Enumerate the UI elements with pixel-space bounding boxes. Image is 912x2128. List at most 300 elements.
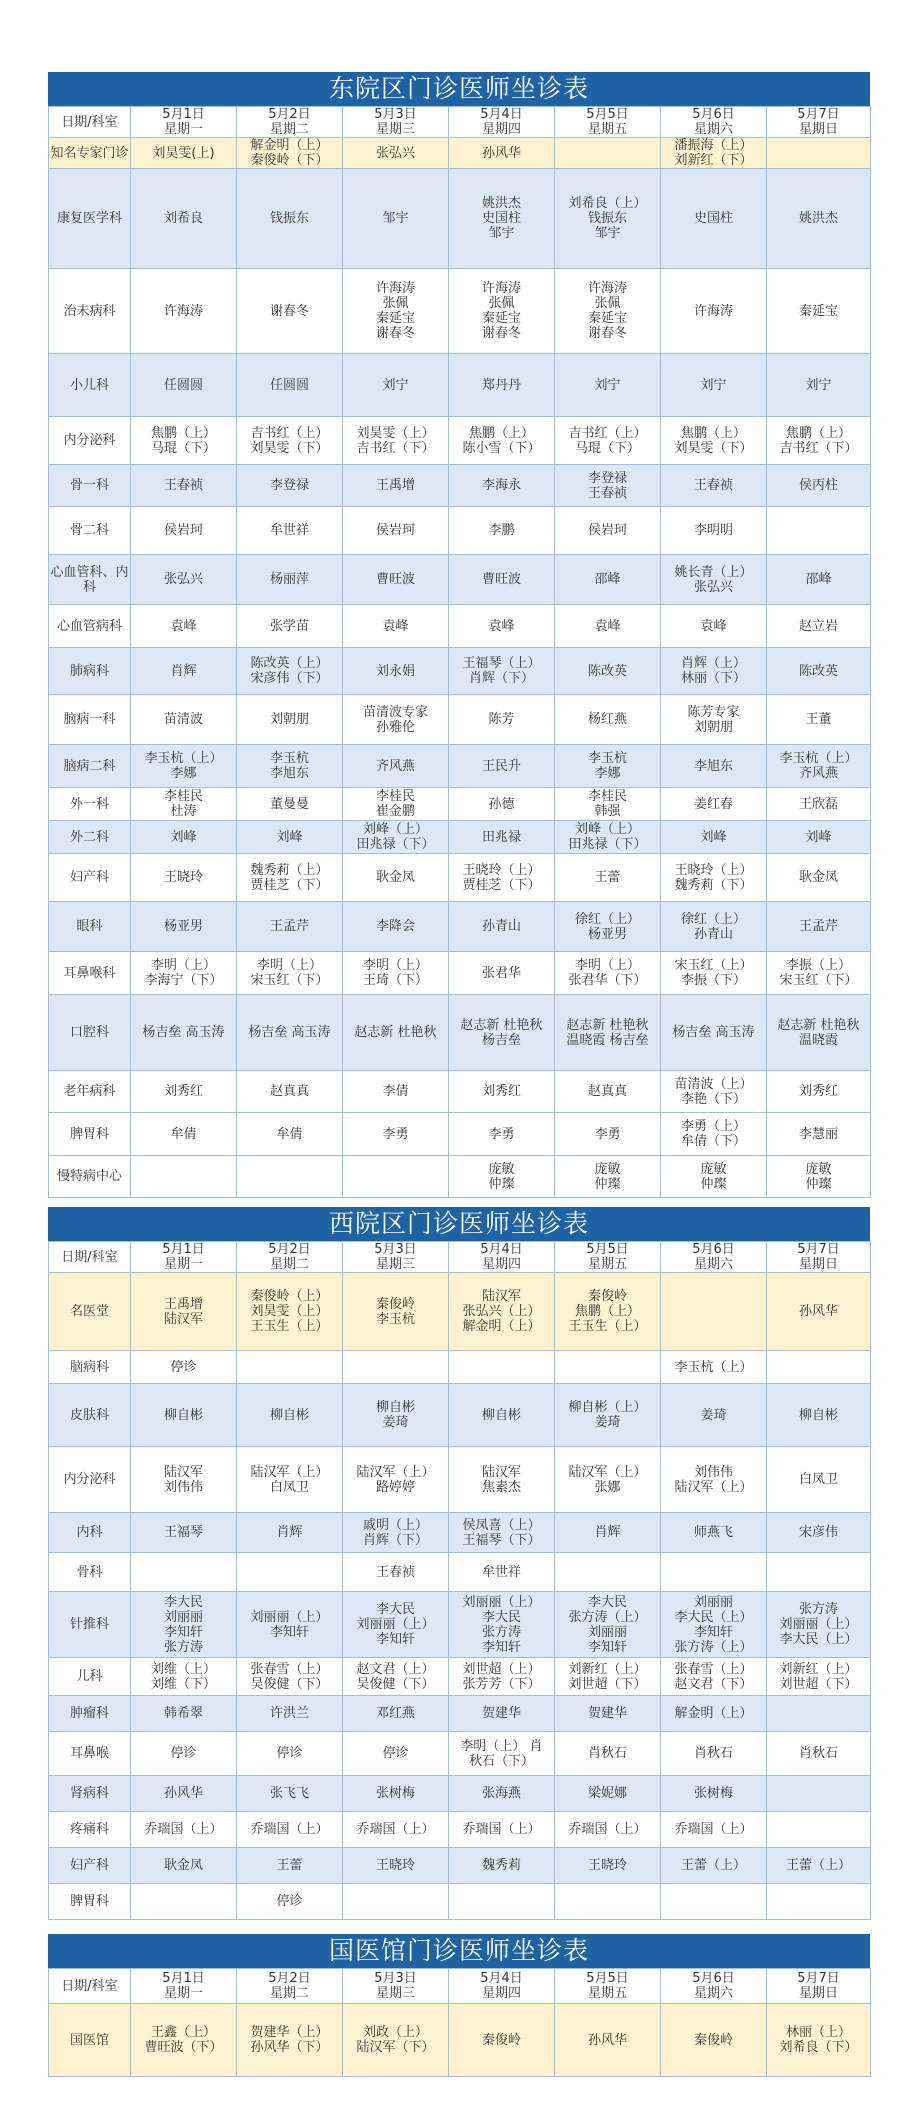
- schedule-cell: 姚长青（上） 张弘兴: [661, 555, 767, 605]
- schedule-cell: 孙风华: [131, 1776, 237, 1812]
- schedule-cell: 杨吉垒 高玉涛: [131, 995, 237, 1071]
- schedule-cell: 李桂民 韩强: [555, 788, 661, 821]
- schedule-cell: 李降会: [343, 902, 449, 952]
- date-header: [767, 1242, 871, 1273]
- schedule-cell: 柳自彬（上） 姜琦: [555, 1384, 661, 1447]
- schedule-cell: 姚洪杰 史国柱 邹宇: [449, 169, 555, 269]
- schedule-cell: 杨红燕: [555, 695, 661, 745]
- header-row: [49, 1969, 871, 2004]
- schedule-cell: 刘宁: [767, 354, 871, 417]
- schedule-cell: 王孟芹: [767, 902, 871, 952]
- dept-name: 脾胃科: [49, 1884, 131, 1920]
- schedule-cell: 姜红春: [661, 788, 767, 821]
- schedule-cell: 任圆圆: [237, 354, 343, 417]
- schedule-cell: 李勇: [449, 1113, 555, 1156]
- table-row: [49, 1513, 871, 1553]
- schedule-cell: 曹旺波: [449, 555, 555, 605]
- schedule-cell: 徐红（上） 杨亚男: [555, 902, 661, 952]
- date-header: [661, 1969, 767, 2004]
- schedule-cell: 柳自彬: [237, 1384, 343, 1447]
- dept-name: 肾病科: [49, 1776, 131, 1812]
- schedule-cell: 柳自彬 姜琦: [343, 1384, 449, 1447]
- schedule-cell: 肖辉（上） 林丽（下）: [661, 648, 767, 695]
- schedule-cell: 焦鹏（上） 马琨（下）: [131, 417, 237, 465]
- table-row: [49, 854, 871, 902]
- section-title: 西院区门诊医师坐诊表: [48, 1207, 870, 1241]
- schedule-cell: 李振（上） 宋玉红（下）: [767, 952, 871, 995]
- schedule-cell: 解金明（上）: [661, 1696, 767, 1732]
- schedule-cell: 李玉杭 李娜: [555, 745, 661, 788]
- schedule-cell: 邹宇: [343, 169, 449, 269]
- schedule-cell: 乔瑞国（上）: [661, 1812, 767, 1848]
- schedule-cell: 秦俊岭 李玉杭: [343, 1273, 449, 1351]
- table-row: [49, 1113, 871, 1156]
- schedule-cell: 牟世祥: [237, 507, 343, 555]
- schedule-cell: [661, 1553, 767, 1592]
- schedule-cell: 徐红（上） 孙青山: [661, 902, 767, 952]
- schedule-cell: 刘维（上） 刘维（下）: [131, 1658, 237, 1696]
- date-header: [131, 107, 237, 138]
- schedule-cell: 陆汉军（上） 张娜: [555, 1447, 661, 1513]
- schedule-cell: 李海永: [449, 465, 555, 507]
- schedule-cell: 肖秋石: [555, 1732, 661, 1776]
- dept-name: 外二科: [49, 821, 131, 854]
- schedule-cell: 许洪兰: [237, 1696, 343, 1732]
- weekday-label: 星期四: [481, 122, 521, 137]
- schedule-cell: 林丽（上） 刘希良（下）: [767, 2004, 871, 2077]
- schedule-cell: 李明（上） 宋玉红（下）: [237, 952, 343, 995]
- schedule-cell: 邵峰: [767, 555, 871, 605]
- schedule-cell: 刘朝朋: [237, 695, 343, 745]
- date-header: [343, 107, 449, 138]
- schedule-cell: 苗清波: [131, 695, 237, 745]
- schedule-cell: 刘政（上） 陆汉军（下）: [343, 2004, 449, 2077]
- dept-name: 耳鼻喉科: [49, 952, 131, 995]
- schedule-cell: 陆汉军（上） 路婷婷: [343, 1447, 449, 1513]
- schedule-cell: 刘峰: [131, 821, 237, 854]
- schedule-cell: 刘希良: [131, 169, 237, 269]
- schedule-cell: 史国柱: [661, 169, 767, 269]
- date-header: [131, 1242, 237, 1273]
- schedule-cell: 秦延宝: [767, 269, 871, 354]
- date-label: 5月7日: [797, 1971, 840, 1986]
- schedule-cell: 王欣磊: [767, 788, 871, 821]
- schedule-cell: 王民升: [449, 745, 555, 788]
- date-label: 5月2日: [268, 1971, 311, 1986]
- schedule-cell: 杨亚男: [131, 902, 237, 952]
- table-row: [49, 1592, 871, 1658]
- schedule-cell: 刘伟伟 陆汉军（上）: [661, 1447, 767, 1513]
- schedule-cell: 肖辉: [237, 1513, 343, 1553]
- weekday-label: 星期三: [375, 1257, 415, 1272]
- schedule-cell: 柳自彬: [767, 1384, 871, 1447]
- schedule-cell: 乔瑞国（上）: [555, 1812, 661, 1848]
- date-header: [449, 1969, 555, 2004]
- dept-name: 妇产科: [49, 854, 131, 902]
- schedule-cell: [555, 1553, 661, 1592]
- schedule-cell: 刘昊雯（上） 吉书红（下）: [343, 417, 449, 465]
- schedule-cell: 王福琴（上） 肖辉（下）: [449, 648, 555, 695]
- header-row: [49, 107, 871, 138]
- date-header: [237, 107, 343, 138]
- schedule-table: [48, 106, 871, 1198]
- schedule-cell: 曹旺波: [343, 555, 449, 605]
- date-label: 5月3日: [374, 1971, 417, 1986]
- schedule-cell: [237, 1156, 343, 1198]
- schedule-cell: 魏秀莉（上） 贾桂芝（下）: [237, 854, 343, 902]
- date-header: [555, 1242, 661, 1273]
- schedule-cell: 耿金凤: [131, 1848, 237, 1884]
- schedule-cell: 杨吉垒 高玉涛: [237, 995, 343, 1071]
- schedule-cell: 姜琦: [661, 1384, 767, 1447]
- table-row: [49, 354, 871, 417]
- schedule-cell: 庞敏 仲璨: [555, 1156, 661, 1198]
- table-row: [49, 788, 871, 821]
- schedule-cell: 王春祯: [661, 465, 767, 507]
- schedule-cell: [449, 1351, 555, 1384]
- schedule-cell: [343, 1351, 449, 1384]
- schedule-cell: 陈芳专家 刘朝朋: [661, 695, 767, 745]
- date-header: [237, 1242, 343, 1273]
- schedule-cell: 孙青山: [449, 902, 555, 952]
- schedule-cell: 刘丽丽（上） 李知轩: [237, 1592, 343, 1658]
- schedule-cell: 李勇: [555, 1113, 661, 1156]
- schedule-cell: 耿金凤: [343, 854, 449, 902]
- schedule-cell: 刘峰: [661, 821, 767, 854]
- weekday-label: 星期六: [693, 1257, 733, 1272]
- schedule-cell: 牟倩: [131, 1113, 237, 1156]
- weekday-label: 星期日: [798, 1986, 838, 2001]
- schedule-cell: 陈改英（上） 宋彦伟（下）: [237, 648, 343, 695]
- weekday-label: 星期日: [798, 1257, 838, 1272]
- schedule-cell: 刘峰（上） 田兆禄（下）: [555, 821, 661, 854]
- table-row: [49, 745, 871, 788]
- schedule-cell: 侯岩珂: [555, 507, 661, 555]
- dept-name: 骨二科: [49, 507, 131, 555]
- table-row: [49, 648, 871, 695]
- schedule-cell: [237, 1351, 343, 1384]
- schedule-cell: 张春雪（上） 赵文君（下）: [661, 1658, 767, 1696]
- schedule-cell: 柳自彬: [131, 1384, 237, 1447]
- schedule-cell: 苗清波（上） 李艳（下）: [661, 1071, 767, 1113]
- schedule-cell: 李明（上） 李海宁（下）: [131, 952, 237, 995]
- schedule-cell: 刘秀红: [449, 1071, 555, 1113]
- schedule-cell: 牟世祥: [449, 1553, 555, 1592]
- table-row: [49, 1156, 871, 1198]
- weekday-label: 星期二: [269, 122, 309, 137]
- schedule-cell: 张学苗: [237, 605, 343, 648]
- schedule-cell: [343, 1156, 449, 1198]
- dept-name: 老年病科: [49, 1071, 131, 1113]
- date-label: 5月4日: [480, 107, 523, 122]
- schedule-cell: 赵志新 杜艳秋: [343, 995, 449, 1071]
- schedule-cell: 许海涛: [131, 269, 237, 354]
- schedule-cell: [131, 1884, 237, 1920]
- table-row: [49, 952, 871, 995]
- schedule-cell: 赵志新 杜艳秋 温晓霞 杨吉垒: [555, 995, 661, 1071]
- schedule-cell: 刘丽丽（上） 李大民 张方涛 李知轩: [449, 1592, 555, 1658]
- schedule-cell: 乔瑞国（上）: [237, 1812, 343, 1848]
- dept-name: 治未病科: [49, 269, 131, 354]
- schedule-cell: 李慧丽: [767, 1113, 871, 1156]
- schedule-cell: 刘秀红: [767, 1071, 871, 1113]
- schedule-cell: 王蕾（上）: [767, 1848, 871, 1884]
- schedule-cell: 肖辉: [555, 1513, 661, 1553]
- schedule-cell: 柳自彬: [449, 1384, 555, 1447]
- date-header: [343, 1242, 449, 1273]
- schedule-cell: 张飞飞: [237, 1776, 343, 1812]
- schedule-cell: 李大民 刘丽丽（上） 李知轩: [343, 1592, 449, 1658]
- schedule-cell: 魏秀莉: [449, 1848, 555, 1884]
- schedule-cell: 李明明: [661, 507, 767, 555]
- schedule-cell: 贺建华: [555, 1696, 661, 1732]
- table-row: [49, 1732, 871, 1776]
- schedule-cell: 张树梅: [343, 1776, 449, 1812]
- schedule-cell: 袁峰: [555, 605, 661, 648]
- schedule-cell: 潘振海（上） 刘新红（下）: [661, 138, 767, 169]
- schedule-cell: 孙风华: [767, 1273, 871, 1351]
- date-header: [237, 1969, 343, 2004]
- table-row: [49, 902, 871, 952]
- table-row: [49, 507, 871, 555]
- schedule-cell: 邵峰: [555, 555, 661, 605]
- schedule-cell: 邓红燕: [343, 1696, 449, 1732]
- schedule-cell: 刘峰: [237, 821, 343, 854]
- schedule-cell: 刘宁: [555, 354, 661, 417]
- schedule-cell: 谢春冬: [237, 269, 343, 354]
- schedule-cell: [131, 1156, 237, 1198]
- schedule-table: [48, 1968, 871, 2077]
- weekday-label: 星期日: [798, 122, 838, 137]
- header-row: [49, 1242, 871, 1273]
- schedule-cell: 陆汉军（上） 白凤卫: [237, 1447, 343, 1513]
- date-label: 5月1日: [162, 1971, 205, 1986]
- schedule-cell: [661, 1884, 767, 1920]
- schedule-cell: 肖秋石: [767, 1732, 871, 1776]
- schedule-cell: 袁峰: [131, 605, 237, 648]
- schedule-cell: 陆汉军 张弘兴（上） 解金明（上）: [449, 1273, 555, 1351]
- date-label: 5月3日: [374, 107, 417, 122]
- table-row: [49, 1884, 871, 1920]
- schedule-cell: 李勇: [343, 1113, 449, 1156]
- schedule-cell: [767, 1553, 871, 1592]
- schedule-cell: 李桂民 崔金鹏: [343, 788, 449, 821]
- dept-name: 脑病科: [49, 1351, 131, 1384]
- schedule-cell: 张树梅: [661, 1776, 767, 1812]
- schedule-cell: 张弘兴: [343, 138, 449, 169]
- schedule-cell: 李勇（上） 牟倩（下）: [661, 1113, 767, 1156]
- weekday-label: 星期三: [375, 1986, 415, 2001]
- schedule-cell: 耿金凤: [767, 854, 871, 902]
- schedule-cell: 肖辉: [131, 648, 237, 695]
- schedule-cell: 张春雪（上） 吴俊健（下）: [237, 1658, 343, 1696]
- weekday-label: 星期一: [163, 1986, 203, 2001]
- schedule-cell: 焦鹏（上） 刘昊雯（下）: [661, 417, 767, 465]
- weekday-label: 星期五: [587, 122, 627, 137]
- schedule-cell: 陆汉军 焦素杰: [449, 1447, 555, 1513]
- schedule-cell: 李明（上） 王琦（下）: [343, 952, 449, 995]
- schedule-cell: [555, 1884, 661, 1920]
- weekday-label: 星期一: [163, 122, 203, 137]
- date-label: 5月4日: [480, 1971, 523, 1986]
- schedule-cell: 乔瑞国（上）: [449, 1812, 555, 1848]
- header-label: 日期/科室: [49, 1969, 131, 2004]
- date-header: [343, 1969, 449, 2004]
- schedule-cell: 赵志新 杜艳秋 温晓霞: [767, 995, 871, 1071]
- schedule-cell: [449, 1884, 555, 1920]
- schedule-cell: 李旭东: [661, 745, 767, 788]
- schedule-cell: 李登禄: [237, 465, 343, 507]
- schedule-cell: 戚明（上） 肖辉（下）: [343, 1513, 449, 1553]
- weekday-label: 星期四: [481, 1257, 521, 1272]
- dept-name: 骨科: [49, 1553, 131, 1592]
- schedule-cell: 姚洪杰: [767, 169, 871, 269]
- schedule-cell: 李玉杭（上） 李娜: [131, 745, 237, 788]
- section-title: 国医馆门诊医师坐诊表: [48, 1934, 870, 1968]
- dept-name: 皮肤科: [49, 1384, 131, 1447]
- schedule-cell: 王鑫（上） 曹旺波（下）: [131, 2004, 237, 2077]
- date-header: [555, 107, 661, 138]
- dept-name: 知名专家门诊: [49, 138, 131, 169]
- schedule-cell: [767, 507, 871, 555]
- schedule-cell: 任圆圆: [131, 354, 237, 417]
- schedule-cell: 刘新红（上） 刘世超（下）: [555, 1658, 661, 1696]
- schedule-cell: 张海燕: [449, 1776, 555, 1812]
- dept-name: 小儿科: [49, 354, 131, 417]
- schedule-cell: 陈芳: [449, 695, 555, 745]
- schedule-cell: 庞敏 仲璨: [661, 1156, 767, 1198]
- schedule-cell: 陈改英: [555, 648, 661, 695]
- schedule-cell: 张方涛 刘丽丽（上） 李大民（上）: [767, 1592, 871, 1658]
- schedule-cell: 李明（上） 张君华（下）: [555, 952, 661, 995]
- table-row: [49, 1812, 871, 1848]
- schedule-cell: 白凤卫: [767, 1447, 871, 1513]
- date-header: [449, 107, 555, 138]
- weekday-label: 星期二: [269, 1986, 309, 2001]
- schedule-cell: 王禹增: [343, 465, 449, 507]
- date-label: 5月6日: [692, 107, 735, 122]
- schedule-cell: 牟倩: [237, 1113, 343, 1156]
- table-row: [49, 417, 871, 465]
- schedule-cell: 齐风燕: [343, 745, 449, 788]
- schedule-cell: 吉书红（上） 刘昊雯（下）: [237, 417, 343, 465]
- weekday-label: 星期一: [163, 1257, 203, 1272]
- schedule-cell: 钱振东: [237, 169, 343, 269]
- weekday-label: 星期三: [375, 122, 415, 137]
- date-label: 5月5日: [586, 107, 629, 122]
- schedule-cell: 王蕾: [237, 1848, 343, 1884]
- schedule-cell: 肖秋石: [661, 1732, 767, 1776]
- date-label: 5月2日: [268, 1242, 311, 1257]
- schedule-cell: 杨丽萍: [237, 555, 343, 605]
- date-label: 5月6日: [692, 1242, 735, 1257]
- schedule-table: [48, 1241, 871, 1920]
- schedule-cell: 陆汉军 刘伟伟: [131, 1447, 237, 1513]
- date-label: 5月4日: [480, 1242, 523, 1257]
- schedule-cell: 王福琴: [131, 1513, 237, 1553]
- schedule-cell: 李明（上） 肖 秋石（下）: [449, 1732, 555, 1776]
- schedule-cell: [237, 1553, 343, 1592]
- table-row: [49, 1658, 871, 1696]
- weekday-label: 星期四: [481, 1986, 521, 2001]
- schedule-cell: 刘宁: [343, 354, 449, 417]
- table-row: [49, 695, 871, 745]
- dept-name: 肿瘤科: [49, 1696, 131, 1732]
- dept-name: 耳鼻喉: [49, 1732, 131, 1776]
- schedule-cell: 苗清波专家 孙雅伦: [343, 695, 449, 745]
- schedule-cell: [555, 138, 661, 169]
- schedule-cell: 赵真真: [237, 1071, 343, 1113]
- dept-name: 口腔科: [49, 995, 131, 1071]
- schedule-cell: 李大民 张方涛（上） 刘丽丽 李知轩: [555, 1592, 661, 1658]
- schedule-cell: 王晓玲: [343, 1848, 449, 1884]
- schedule-cell: 刘希良（上） 钱振东 邹宇: [555, 169, 661, 269]
- dept-name: 内科: [49, 1513, 131, 1553]
- date-header: [767, 107, 871, 138]
- schedule-cell: 贺建华（上） 孙风华（下）: [237, 2004, 343, 2077]
- schedule-cell: 王春祯: [343, 1553, 449, 1592]
- schedule-cell: 李玉杭（上）: [661, 1351, 767, 1384]
- dept-name: 内分泌科: [49, 417, 131, 465]
- schedule-cell: 刘峰（上） 田兆禄（下）: [343, 821, 449, 854]
- table-row: [49, 269, 871, 354]
- schedule-cell: [767, 138, 871, 169]
- schedule-cell: 刘宁: [661, 354, 767, 417]
- dept-name: 心血管科、内科: [49, 555, 131, 605]
- schedule-cell: 李大民 刘丽丽 李知轩 张方涛: [131, 1592, 237, 1658]
- table-row: [49, 995, 871, 1071]
- schedule-cell: 侯凤喜（上） 王福琴（下）: [449, 1513, 555, 1553]
- schedule-cell: 赵立岩: [767, 605, 871, 648]
- date-label: 5月3日: [374, 1242, 417, 1257]
- schedule-cell: [767, 1696, 871, 1732]
- schedule-cell: 宋彦伟: [767, 1513, 871, 1553]
- schedule-cell: 乔瑞国（上）: [131, 1812, 237, 1848]
- schedule-cell: 李倩: [343, 1071, 449, 1113]
- dept-name: 脾胃科: [49, 1113, 131, 1156]
- schedule-cell: [131, 1553, 237, 1592]
- schedule-cell: 王董: [767, 695, 871, 745]
- table-row: [49, 821, 871, 854]
- date-header: [661, 1242, 767, 1273]
- dept-name: 内分泌科: [49, 1447, 131, 1513]
- schedule-cell: 秦俊岭 焦鹏（上） 王玉生（上）: [555, 1273, 661, 1351]
- schedule-cell: 许海涛: [661, 269, 767, 354]
- table-row: [49, 465, 871, 507]
- schedule-cell: 侯岩珂: [343, 507, 449, 555]
- schedule-cell: [343, 1884, 449, 1920]
- date-label: 5月5日: [586, 1971, 629, 1986]
- date-label: 5月7日: [797, 107, 840, 122]
- schedule-cell: 刘昊雯(上): [131, 138, 237, 169]
- weekday-label: 星期五: [587, 1986, 627, 2001]
- weekday-label: 星期六: [693, 1986, 733, 2001]
- table-row: [49, 1351, 871, 1384]
- schedule-cell: 乔瑞国（上）: [343, 1812, 449, 1848]
- date-label: 5月7日: [797, 1242, 840, 1257]
- schedule-cell: 刘峰: [767, 821, 871, 854]
- schedule-cell: 李鹏: [449, 507, 555, 555]
- schedule-cell: 陈改英: [767, 648, 871, 695]
- schedule-cell: 梁妮娜: [555, 1776, 661, 1812]
- schedule-cell: 停诊: [131, 1732, 237, 1776]
- schedule-cell: [767, 1884, 871, 1920]
- schedule-cell: 赵志新 杜艳秋 杨吉垒: [449, 995, 555, 1071]
- dept-name: 康复医学科: [49, 169, 131, 269]
- schedule-cell: 宋玉红（上） 李振（下）: [661, 952, 767, 995]
- schedule-cell: 张弘兴: [131, 555, 237, 605]
- schedule-cell: 停诊: [131, 1351, 237, 1384]
